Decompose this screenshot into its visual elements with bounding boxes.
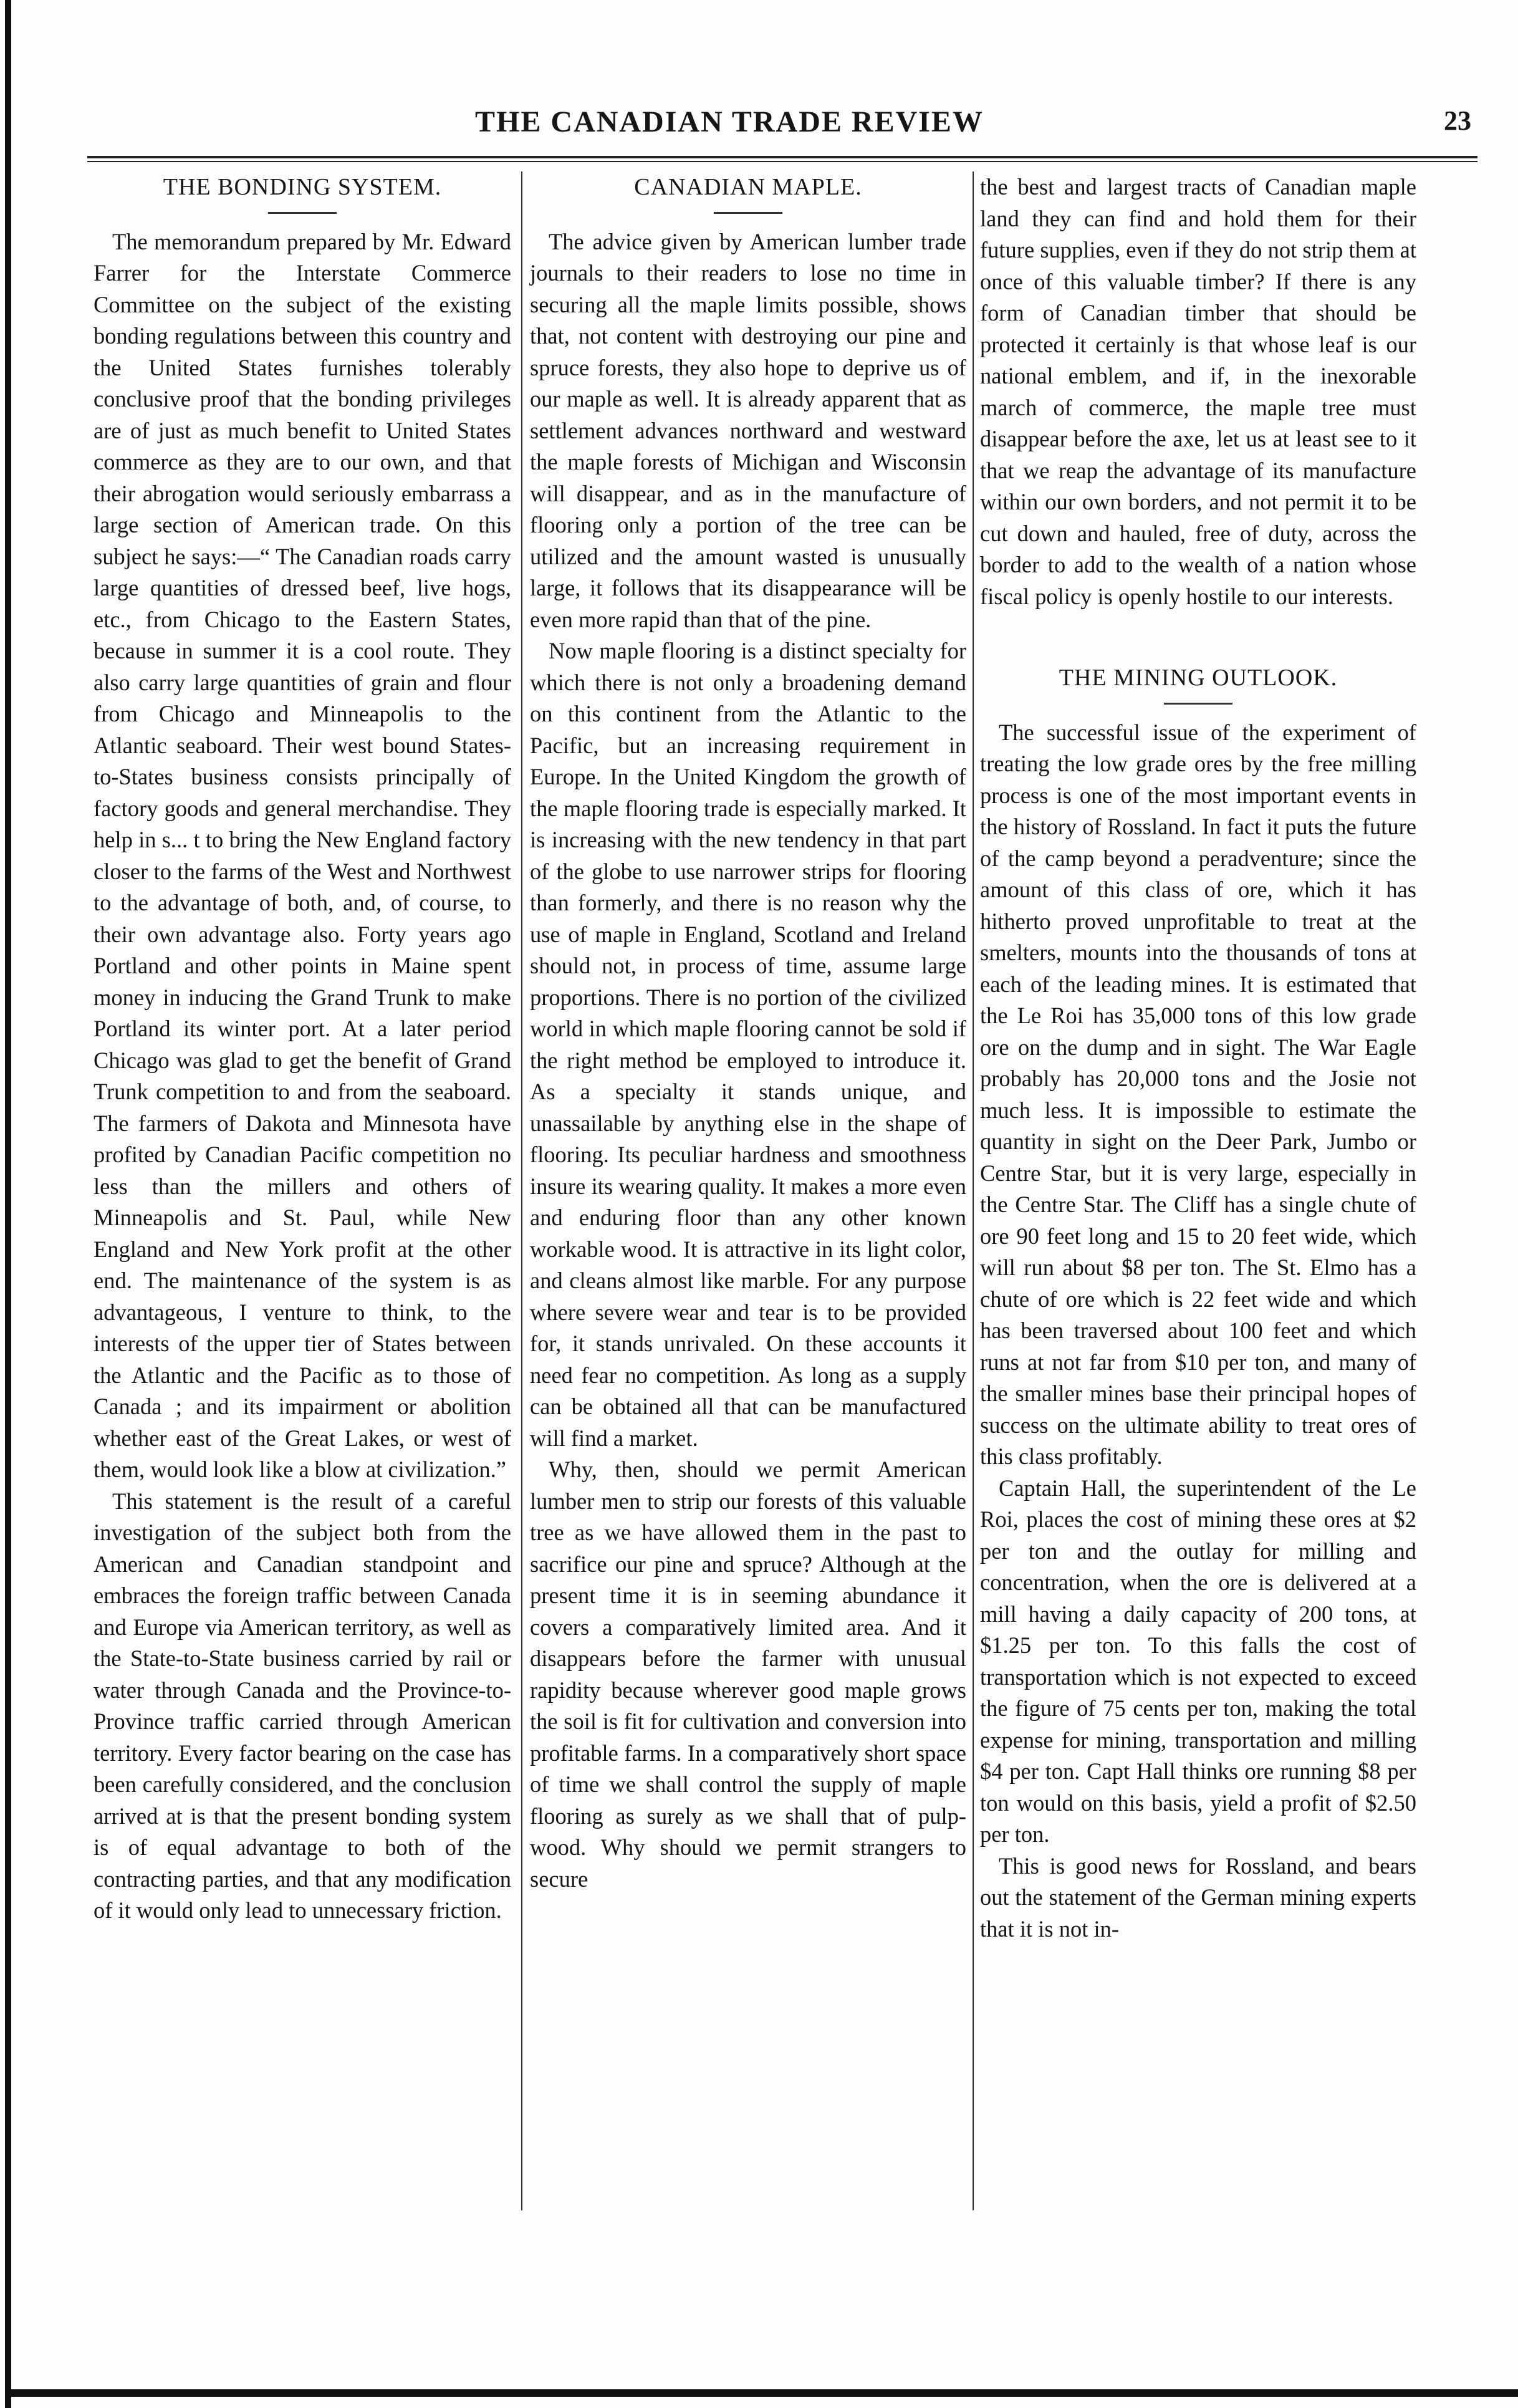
journal-title: THE CANADIAN TRADE REVIEW xyxy=(475,105,984,138)
paragraph: This is good news for Rossland, and bears out the statement of the German mining experts that it is not in- xyxy=(980,1852,1416,1942)
paragraph: The memorandum prepared by Mr. Edward Farrer for the Interstate Commerce Committee on the subject of the existing bonding regulations between this country and the United States furnishes tolerably conclusive proof that the bonding privileges are of just as much benefit to United States commerce as they are to our own, and that their abrogation would seriously embarrass a large section of American trade. On this subject he says:—“ The Canadian roads carry large quantities of dressed beef, live hogs, etc., from Chicago to the Eastern States, because in summer it is a cool route. They also carry large quantities of grain and flour from Chicago and Minneapolis to the Atlantic seaboard. Their west bound States-to-States business consists principally of factory goods and general merchandise. They help in s... t to bring the New England factory closer to the farms of the West and Northwest to the advantage of both, and, of course, to their own advantage also. Forty years ago Portland and other points in Maine spent money in inducing the Grand Trunk to make Portland its winter port. At a later period Chicago was glad to get the benefit of Grand Trunk competition to and from the seaboard. The farmers of Dakota and Minnesota have profited by Canadian Pacific competition no less than the millers and others of Minneapolis and St. Paul, while New England and New York profit at the other end. The maintenance of the system is as advantageous, I venture to think, to the interests of the upper tier of States between the Atlantic and the Pacific as to those of Canada ; and its impairment or abolition whether east of the Great Lakes, or west of them, would look like a blow at civilization.” xyxy=(94,228,511,1482)
section-gap xyxy=(980,612,1416,662)
title-rule xyxy=(714,212,782,214)
page-number: 23 xyxy=(1444,105,1471,136)
column-3 xyxy=(980,171,1416,1945)
paragraph: Captain Hall, the superintendent of the Le Roi, places the cost of mining these ores at $2 per ton and the outlay for milling and concentration, when the ore is delivered at a mill having a daily capacity of 200 tons, at $1.25 per ton. To this falls the cost of transportation which is not expected to exceed the figure of 75 cents per ton, making the total expense for mining, transportation and milling $4 per ton. Capt Hall thinks ore running $8 per ton would on this basis, yield a profit of $2.50 per ton. xyxy=(980,1475,1416,1847)
paragraph: Now maple flooring is a distinct specialty for which there is not only a broadening demand on this continent from the Atlantic to the Pacific, but an increasing requirement in Europe. In the United Kingdom the growth of the maple flooring trade is especially marked. It is increasing with the new tendency in that part of the globe to use narrower strips for flooring than formerly, and there is no reason why the use of maple in England, Scotland and Ireland should not, in process of time, assume large proportions. There is no portion of the civilized world in which maple flooring cannot be sold if the right method be employed to introduce it. As a specialty it stands unique, and unassailable by anything else in the shape of flooring. Its peculiar hardness and smoothness insure its wearing quality. It makes a more even and enduring floor than any other known workable wood. It is attractive in its light color, and cleans almost like marble. For any purpose where severe wear and tear is to be provided for, it stands unrivaled. On these accounts it need fear no competition. As long as a supply can be obtained all that can be manufactured will find a market. xyxy=(530,638,966,1451)
paragraph-continued: the best and largest tracts of Canadian maple land they can find and hold them for their future supplies, even if they do not strip them at once of this valuable timber? If there is any form of Canadian timber that should be protected it certainly is that whose leaf is our national emblem, and if, in the inexorable march of commerce, the maple tree must disappear before the axe, let us at least see to it that we reap the advantage of its manufacture within our own borders, and not permit it to be cut down and hauled, free of duty, across the border to add to the wealth of a nation whose fiscal policy is openly hostile to our interests. xyxy=(980,174,1416,609)
running-header xyxy=(0,105,1518,148)
column-divider xyxy=(521,171,522,2210)
page-border-left xyxy=(5,0,11,2408)
title-rule xyxy=(1164,703,1232,705)
paragraph: This statement is the result of a careful investigation of the subject both from the American and Canadian standpoint and embraces the foreign traffic between Canada and Europe via American territory, as well as the State-to-State business carried by rail or water through Canada and the Province-to-Province traffic carried through American territory. Every factor bearing on the case has been carefully considered, and the conclusion arrived at is that the present bonding system is of equal advantage to both of the contracting parties, and that any modification of it would only lead to unnecessary friction. xyxy=(94,1488,511,1923)
title-rule xyxy=(268,212,337,214)
page-border-bottom xyxy=(5,2389,1518,2397)
article-title-maple: CANADIAN MAPLE. xyxy=(634,174,862,200)
article-title-mining: THE MINING OUTLOOK. xyxy=(1059,665,1338,691)
paragraph: The advice given by American lumber trade journals to their readers to lose no time in securing all the maple limits possible, shows that, not content with destroying our pine and spruce forests, they also hope to deprive us of our maple as well. It is already apparent that as settlement advances northward and westward the maple forests of Michigan and Wisconsin will disappear, and as in the manufacture of flooring only a portion of the tree can be utilized and the amount wasted is unusually large, it follows that its disappearance will be even more rapid than that of the pine. xyxy=(530,228,966,632)
column-divider xyxy=(973,171,974,2210)
paragraph: The successful issue of the experiment of treating the low grade ores by the free milling process is one of the most important events in the history of Rossland. In fact it puts the future of the camp beyond a peradventure; since the amount of this class of ore, which it has hitherto proved unprofitable to treat at the smelters, mounts into the thousands of tons at each of the leading mines. It is estimated that the Le Roi has 35,000 tons of this low grade ore on the dump and in sight. The War Eagle probably has 20,000 tons and the Josie not much less. It is impossible to estimate the quantity in sight on the Deer Park, Jumbo or Centre Star, but it is very large, especially in the Centre Star. The Cliff has a single chute of ore 90 feet long and 15 to 20 feet wide, which will run about $8 per ton. The St. Elmo has a chute of ore which is 22 feet wide and which has been traversed about 100 feet and which runs at not far from $10 per ton, and many of the smaller mines base their principal hopes of success on the ultimate ability to treat ores of this class profitably. xyxy=(980,719,1416,1469)
paragraph: Why, then, should we permit American lumber men to strip our forests of this valuable tree as we have allowed them in the past to sacrifice our pine and spruce? Although at the present time it is in seeming abundance it covers a comparatively limited area. And it disappears before the farmer with unusual rapidity because wherever good maple grows the soil is fit for cultivation and conversion into profitable farms. In a comparatively short space of time we shall control the supply of maple flooring as surely as we shall that of pulp-wood. Why should we permit strangers to secure xyxy=(530,1457,966,1892)
column-2 xyxy=(530,171,966,1895)
article-title-bonding: THE BONDING SYSTEM. xyxy=(163,174,442,200)
header-rule xyxy=(87,156,1477,158)
column-1 xyxy=(94,171,511,1927)
header-rule-thin xyxy=(87,161,1477,162)
